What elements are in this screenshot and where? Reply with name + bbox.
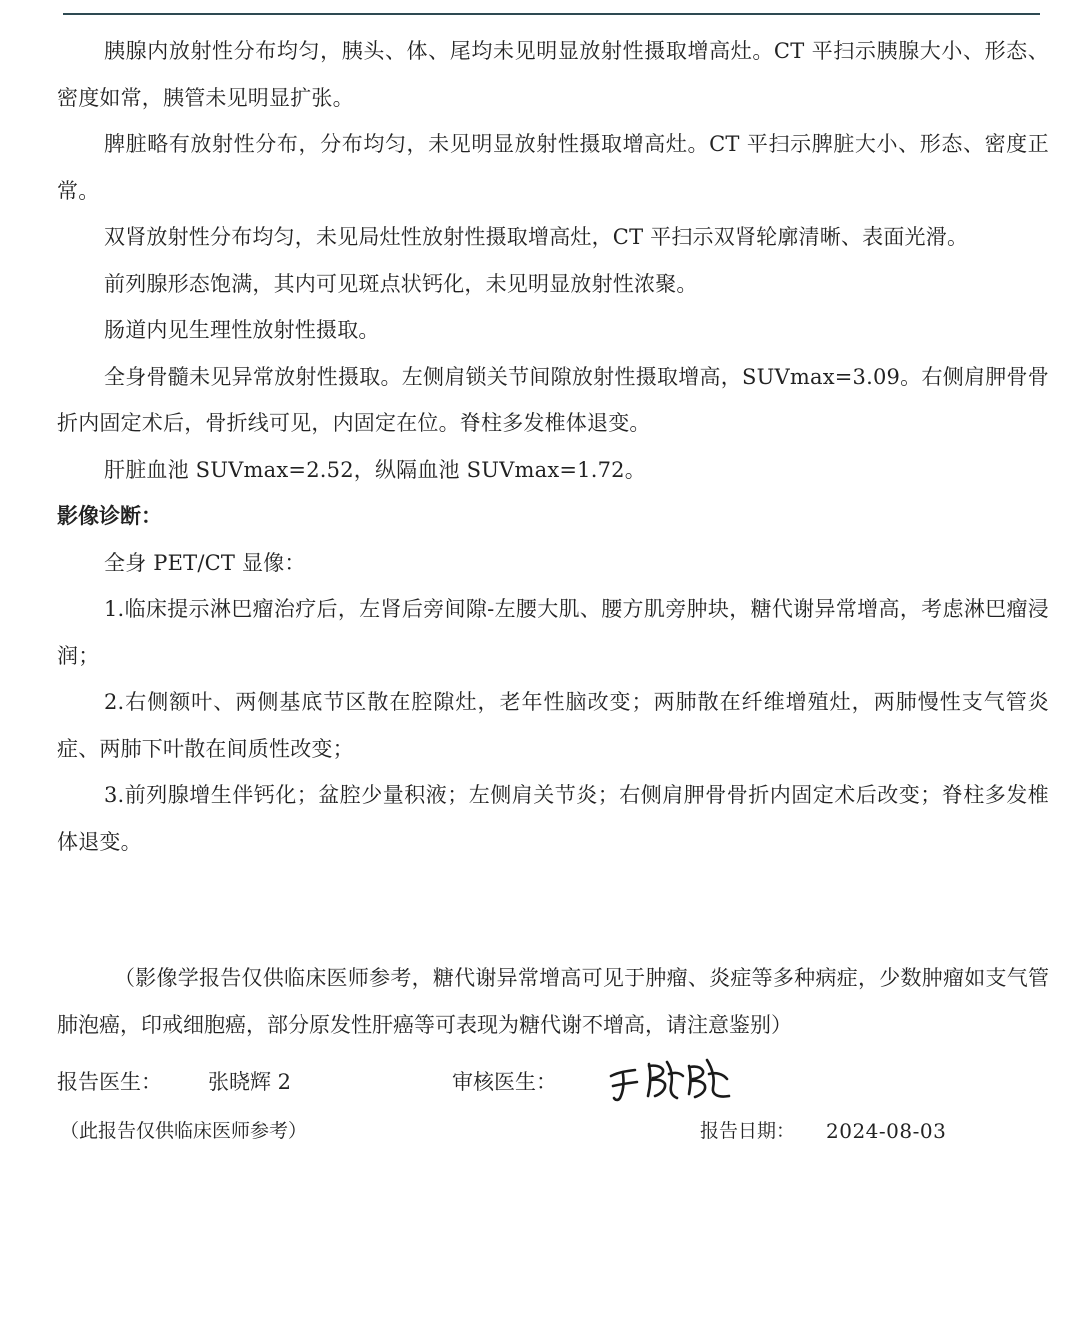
diagnosis-item: 3.前列腺增生伴钙化；盆腔少量积液；左侧肩关节炎；右侧肩胛骨骨折内固定术后改变；脊柱多发椎体退变。 xyxy=(57,783,1049,854)
review-doctor-label: 审核医生： xyxy=(452,1070,557,1094)
top-divider xyxy=(63,13,1040,15)
diagnosis-intro: 全身 PET/CT 显像： xyxy=(104,550,306,575)
disclaimer-text: （影像学报告仅供临床医师参考，糖代谢异常增高可见于肿瘤、炎症等多种病症，少数肿瘤如支气管肺泡癌，印戒细胞癌，部分原发性肝癌等可表现为糖代谢不增高，请注意鉴别） xyxy=(57,966,1049,1037)
finding-pancreas: 胰腺内放射性分布均匀，胰头、体、尾均未见明显放射性摄取增高灶。CT 平扫示胰腺大小、形态、密度如常，胰管未见明显扩张。 xyxy=(57,39,1049,110)
finding-kidneys: 双肾放射性分布均匀，未见局灶性放射性摄取增高灶，CT 平扫示双肾轮廓清晰、表面光滑。 xyxy=(104,225,969,249)
report-body xyxy=(57,28,1049,865)
finding-intestine: 肠道内见生理性放射性摄取。 xyxy=(104,318,380,342)
handwritten-signature xyxy=(605,1052,735,1108)
finding-bone-marrow: 全身骨髓未见异常放射性摄取。左侧肩锁关节间隙放射性摄取增高，SUVmax=3.09。右侧肩胛骨骨折内固定术后，骨折线可见，内固定在位。脊柱多发椎体退变。 xyxy=(57,364,1049,435)
footer-note: （此报告仅供临床医师参考） xyxy=(60,1120,308,1142)
report-date-label: 报告日期： xyxy=(700,1120,796,1142)
finding-prostate: 前列腺形态饱满，其内可见斑点状钙化，未见明显放射性浓聚。 xyxy=(104,271,698,296)
report-date-value: 2024-08-03 xyxy=(826,1119,947,1143)
report-doctor-name: 张晓辉 2 xyxy=(208,1070,292,1094)
finding-blood-pool: 肝脏血池 SUVmax=2.52，纵隔血池 SUVmax=1.72。 xyxy=(104,457,646,482)
diagnosis-item: 2.右侧额叶、两侧基底节区散在腔隙灶，老年性脑改变；两肺散在纤维增殖灶，两肺慢性支气管炎症、两肺下叶散在间质性改变； xyxy=(57,690,1049,761)
diagnosis-item: 1.临床提示淋巴瘤治疗后，左肾后旁间隙-左腰大肌、腰方肌旁肿块，糖代谢异常增高，考虑淋巴瘤浸润； xyxy=(57,597,1049,668)
report-doctor-label: 报告医生： xyxy=(57,1070,162,1094)
diagnosis-heading: 影像诊断： xyxy=(57,504,162,528)
finding-spleen: 脾脏略有放射性分布，分布均匀，未见明显放射性摄取增高灶。CT 平扫示脾脏大小、形态、密度正常。 xyxy=(57,132,1049,203)
